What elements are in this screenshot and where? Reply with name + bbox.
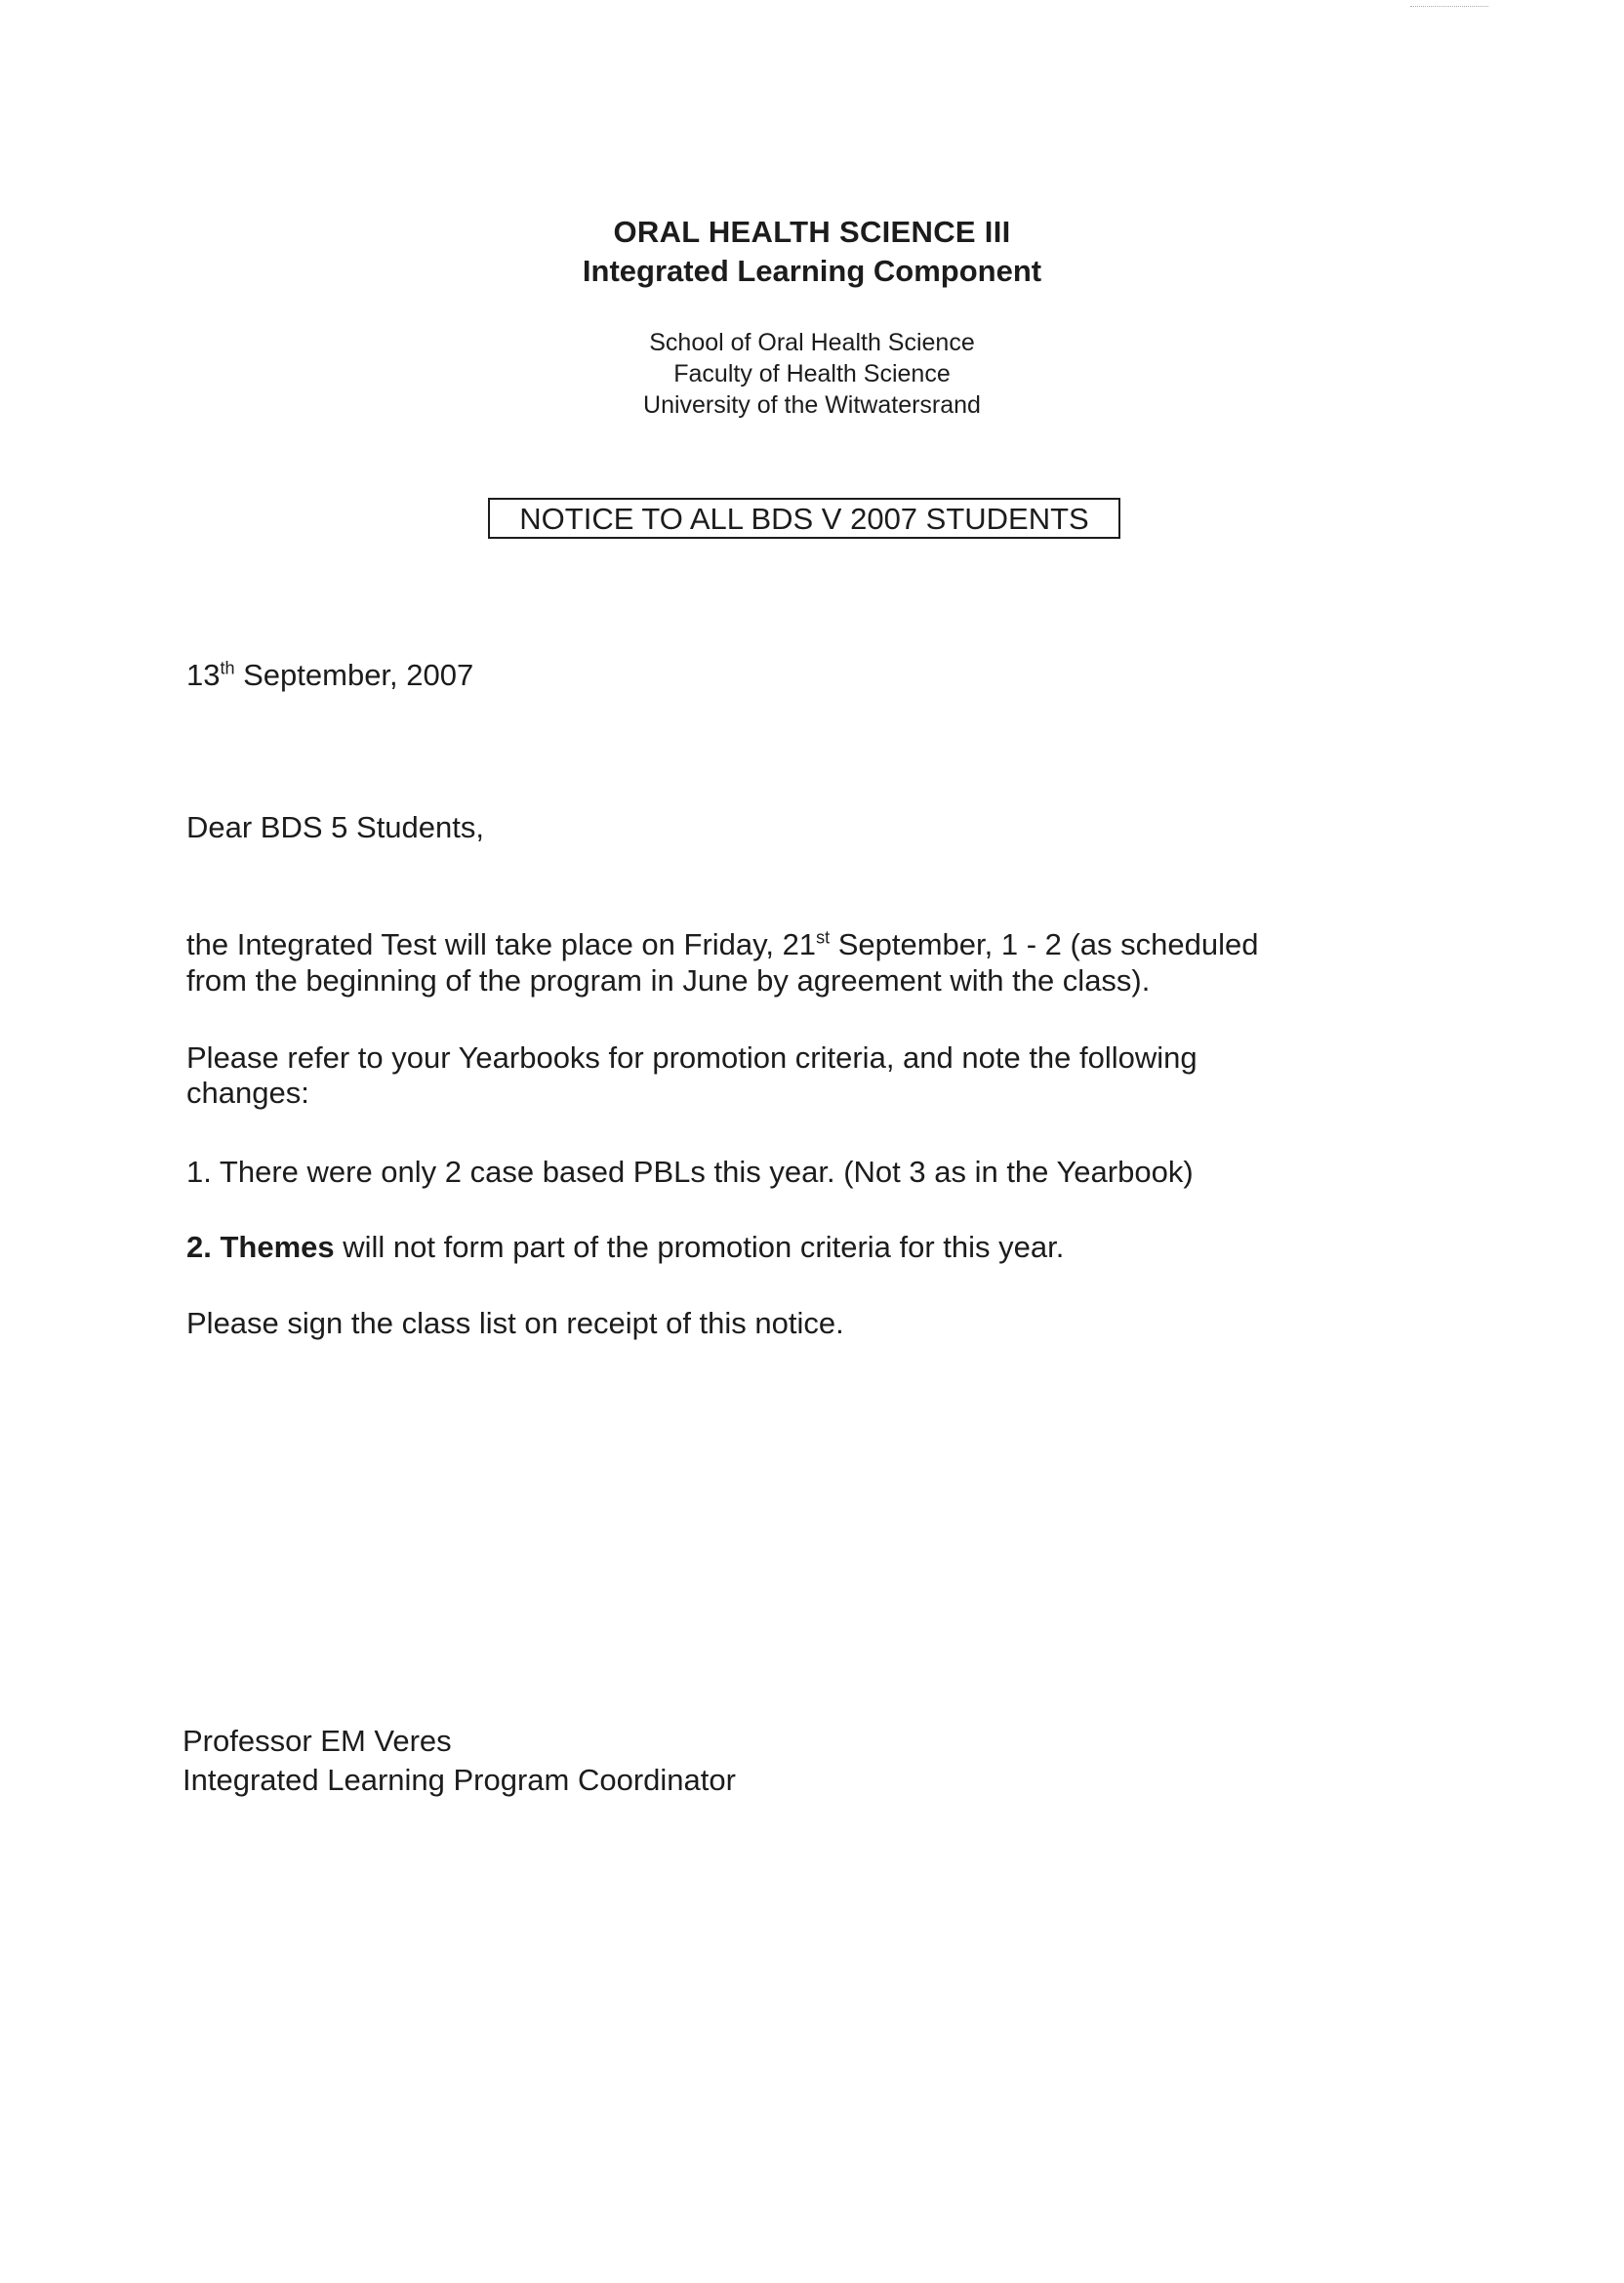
paragraph-1-sup: st	[816, 927, 831, 948]
list-item-2-bold: 2. Themes	[186, 1230, 335, 1264]
document-title: ORAL HEALTH SCIENCE III	[613, 215, 1011, 249]
date-suffix: th	[220, 658, 235, 678]
affiliation-faculty: Faculty of Health Science	[673, 360, 951, 387]
signature-role: Integrated Learning Program Coordinator	[183, 1763, 736, 1797]
list-item-1: 1. There were only 2 case based PBLs this year. (Not 3 as in the Yearbook)	[186, 1155, 1194, 1189]
paragraph-2-line-2: changes:	[186, 1076, 309, 1110]
signature-name: Professor EM Veres	[183, 1724, 452, 1758]
list-item-2	[186, 1230, 1064, 1265]
paragraph-1-pre: the Integrated Test will take place on Friday, 21	[186, 927, 817, 961]
date-day: 13	[186, 658, 221, 692]
paragraph-2-line-1: Please refer to your Yearbooks for promotion criteria, and note the following	[186, 1040, 1198, 1075]
closing-line: Please sign the class list on receipt of this notice.	[186, 1306, 844, 1340]
paragraph-1-line-1	[186, 927, 1259, 962]
affiliation-school: School of Oral Health Science	[649, 329, 975, 356]
paragraph-1-post: September, 1 - 2 (as scheduled	[830, 927, 1259, 961]
salutation: Dear BDS 5 Students,	[186, 810, 484, 844]
scan-artifact	[1410, 6, 1488, 8]
notice-box: NOTICE TO ALL BDS V 2007 STUDENTS	[488, 498, 1120, 539]
letter-date	[186, 658, 473, 693]
list-item-2-rest: will not form part of the promotion criteria for this year.	[334, 1230, 1065, 1264]
date-rest: September, 2007	[234, 658, 474, 692]
affiliation-university: University of the Witwatersrand	[643, 391, 981, 419]
document-subtitle: Integrated Learning Component	[582, 254, 1042, 288]
paragraph-1-line-2: from the beginning of the program in June by agreement with the class).	[186, 963, 1151, 998]
